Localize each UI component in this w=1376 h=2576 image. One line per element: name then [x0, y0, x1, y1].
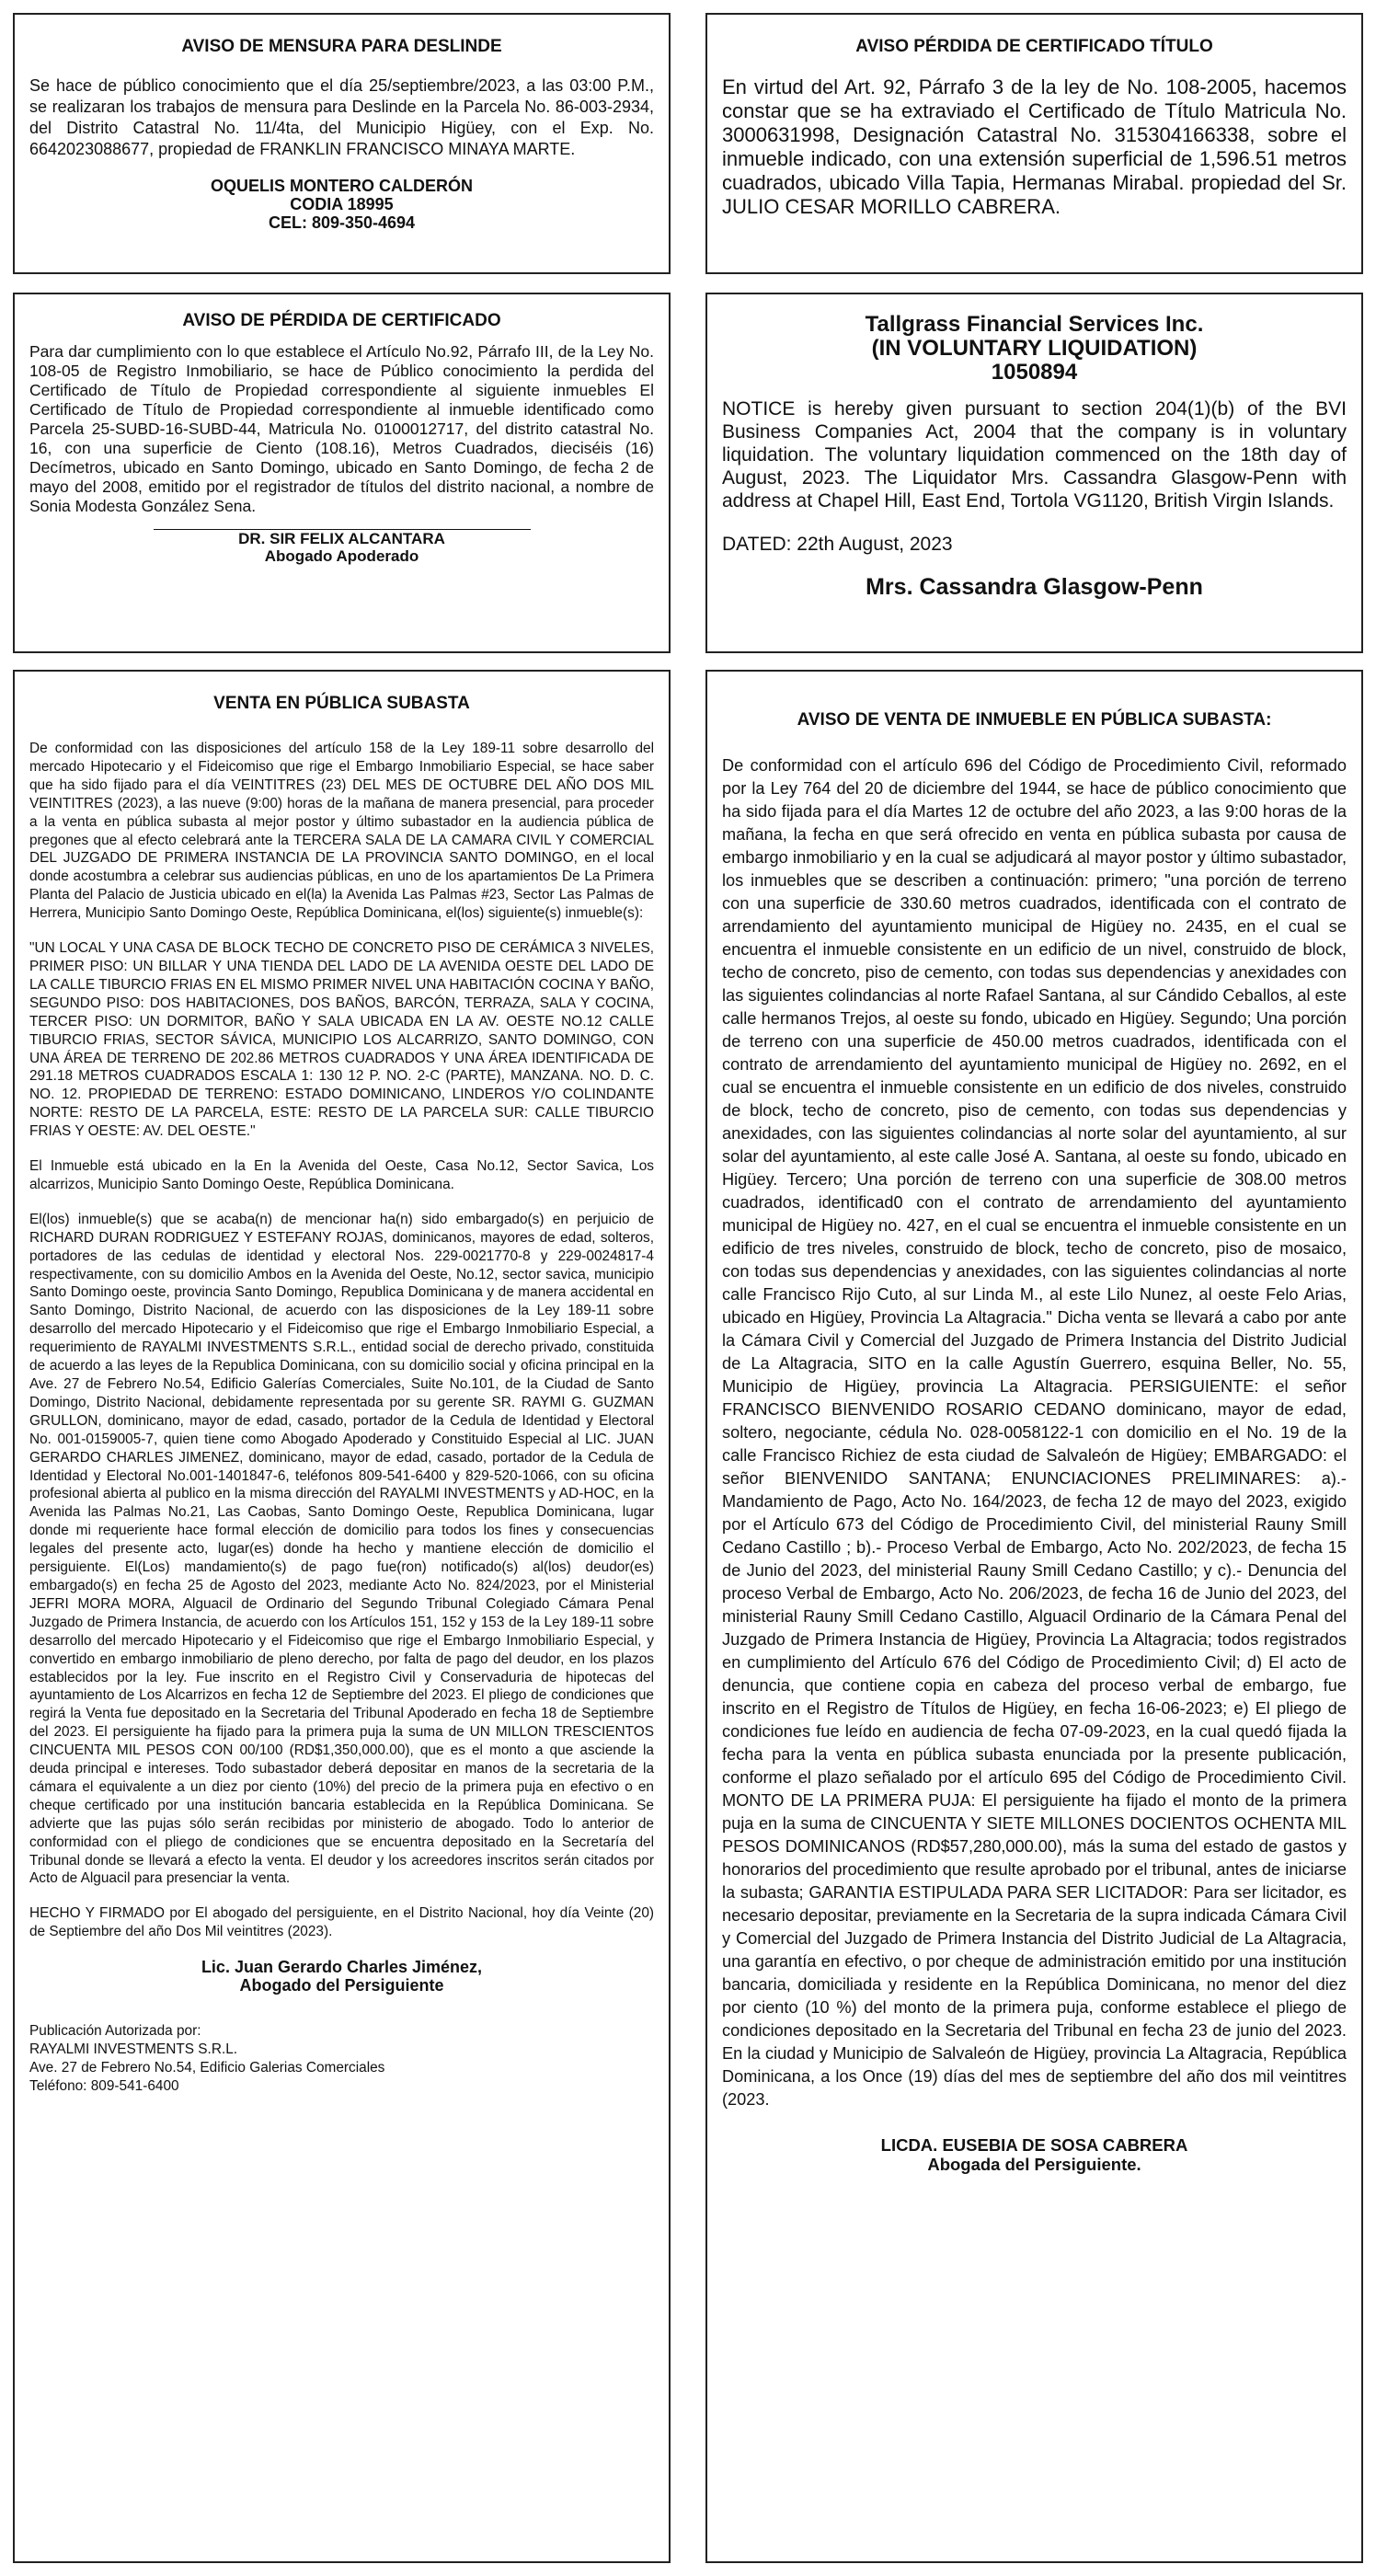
notice-body: En virtud del Art. 92, Párrafo 3 de la ley de No. 108-2005, hacemos constar que se ha extraviado el Certificado de Título Matricula No. 3000631998, Designación Catastral No. 315304166338, sobre el inmueble indicado, con una extensión superficial de 1,596.51 metros cuadrados, ubicado Villa Tapia, Hermanas Mirabal. propiedad del Sr. JULIO CESAR MORILLO CABRERA. — [722, 75, 1347, 218]
notice-body: Se hace de público conocimiento que el día 25/septiembre/2023, a las 03:00 P.M., se realizaran los trabajos de mensura para Deslinde en la Parcela No. 86-003-2934, del Distrito Catastral No. 11/4ta, del Municipio Higüey, con el Exp. No. 6642023088677, propiedad de FRANKLIN FRANCISCO MINAYA MARTE. — [29, 76, 654, 158]
publication-company: RAYALMI INVESTMENTS S.R.L. — [29, 2041, 238, 2058]
notice-aviso-venta-inmueble — [705, 670, 1363, 2563]
signature-name: LICDA. EUSEBIA DE SOSA CABRERA — [880, 2135, 1188, 2155]
signature-name: Lic. Juan Gerardo Charles Jiménez, — [201, 1958, 483, 1977]
notice-signature — [29, 530, 654, 565]
signature-role: Abogada del Persiguiente. — [927, 2155, 1141, 2174]
notice-paragraph: El(los) inmueble(s) que se acaba(n) de mencionar ha(n) sido embargado(s) en perjuicio de RICHARD DURAN RODRIGUEZ Y ESTEFANY ROJAS, dominicanos, mayores de edad, solteros, portadores de las cedulas de identidad y electoral Nos. 229-0021770-8 y 229-0024817-4 respectivamente, con su domicilio Ambos en la Avenida del Oeste, No.12, sector savica, municipio Santo Domingo oeste, provincia Santo Domingo, Republica Dominicana y de manera accidental en Santo Domingo, Distrito Nacional, de acuerdo con las disposiciones de la Ley 189-11 sobre desarrollo del mercado Hipotecario y el Fideicomiso que rige el Embargo Inmobiliario Especial, a requerimiento de RAYALMI INVESTMENTS S.R.L., entidad social de derecho privado, constituida de acuerdo a las leyes de la Republica Dominicana, con su domicilio social y oficina principal en la Ave. 27 de Febrero No.54, Edificio Galerías Comerciales, Suite No.101, de la Ciudad de Santo Domingo, Distrito Nacional, debidamente representada por su gerente SR. RAYMI G. GUZMAN GRULLON, dominicano, mayor de edad, casado, portador de la Cedula de Identidad y Electoral No. 001-0159005-7, quien tiene como Abogado Apoderado y Constituido Especial al LIC. JUAN GERARDO CHARLES JIMENEZ, dominicano, mayor de edad, casado, portador de la Cedula de Identidad y Electoral No.001-1401847-6, teléfonos 809-541-6400 y 829-520-1066, con su oficina profesional abierta al publico en la misma dirección del RAYALMI INVESTMENTS y AD-HOC, en la Avenida las Palmas No.21, Las Caobas, Santo Domingo Oeste, Republica Dominicana, lugar donde mi requeriente hace formal elección de domicilio para todos los fines y consecuencias legales del presente acto, lugar(es) donde ha hecho y mantiene elección de domicilio el persiguiente. El(Los) mandamiento(s) de pago fue(ron) notificado(s) al(los) deudor(es) embargado(s) en fecha 25 de Agosto del 2023, mediante Acto No. 824/2023, por el Ministerial JEFRI MORA MORA, Alguacil de Ordinario del Segundo Tribunal Colegiado Cámara Penal Juzgado de Primera Instancia, de acuerdo con los Artículos 151, 152 y 153 de la Ley 189-11 sobre desarrollo del mercado Hipotecario y el Fideicomiso que rige el Embargo Inmobiliario Especial, y convertido en embargo inmobiliario de pleno derecho, por falta de pago del deudor, en los plazos establecidos por la ley. Fue inscrito en el Registro Civil y Conservaduria de hipotecas del ayuntamiento de Los Alcarrizos en fecha 12 de Septiembre del 2023. El pliego de condiciones que regirá la Venta fue depositado en la Secretaria del Tribunal Apoderado en fecha 18 de Septiembre del 2023. El persiguiente ha fijado para la primera puja la suma de UN MILLON TRESCIENTOS CINCUENTA MIL PESOS CON 00/100 (RD$1,350,000.00), que es el monto a que asciende la deuda principal e intereses. Todo subastador deberá depositar en manos de la secretaria de la cámara el equivalente a un diez por ciento (10%) del precio de la primera puja en efectivo o en cheque certificado por una institución bancaria establecida en la República Dominicana. Se advierte que las pujas sólo serán recibidas por ministerio de abogado. Todo lo anterior de conformidad con el pliego de condiciones que se encuentra depositado en la Secretaría del Tribunal donde se llevará a efecto la venta. El deudor y los acreedores inscritos serán citados por Acto de Alguacil para presenciar la venta. — [29, 1211, 654, 1887]
notice-title: VENTA EN PÚBLICA SUBASTA — [213, 694, 470, 713]
notice-title — [722, 313, 1347, 385]
signature-codia: CODIA 18995 — [290, 195, 394, 213]
notice-aviso-perdida-titulo — [705, 13, 1363, 274]
notice-title: AVISO DE MENSURA PARA DESLINDE — [181, 37, 502, 56]
liquidation-status: (IN VOLUNTARY LIQUIDATION) — [871, 336, 1198, 361]
notice-signature — [722, 2135, 1347, 2174]
notice-paragraph: HECHO Y FIRMADO por El abogado del persiguiente, en el Distrito Nacional, hoy día Veinte (20) de Septiembre del año Dos Mil veintitres (2023). — [29, 1905, 654, 1940]
notice-signature — [29, 1958, 654, 1995]
notice-paragraph: El Inmueble está ubicado en la En la Avenida del Oeste, Casa No.12, Sector Savica, Los alcarrizos, Municipio Santo Domingo Oeste, República Dominicana. — [29, 1158, 654, 1192]
notice-signature — [29, 177, 654, 232]
notice-aviso-perdida-certificado — [13, 293, 671, 653]
signature-phone: CEL: 809-350-4694 — [268, 213, 416, 232]
publication-phone: Teléfono: 809-541-6400 — [29, 2078, 179, 2095]
signature-name: DR. SIR FELIX ALCANTARA — [238, 530, 445, 547]
signature-role: Abogado del Persiguiente — [239, 1976, 444, 1995]
notice-date: DATED: 22th August, 2023 — [722, 534, 953, 555]
signature-role: Abogado Apoderado — [264, 547, 419, 565]
company-number: 1050894 — [991, 360, 1078, 385]
publication-address: Ave. 27 de Febrero No.54, Edificio Galerias Comerciales — [29, 2060, 385, 2076]
notice-aviso-mensura — [13, 13, 671, 274]
notice-venta-subasta — [13, 670, 671, 2563]
notice-paragraph: De conformidad con las disposiciones del artículo 158 de la Ley 189-11 sobre desarrollo del mercado Hipotecario y el Fideicomiso que rige el Embargo Inmobiliario Especial, se hace saber que ha sido fijado para el día VEINTITRES (23) DEL MES DE OCTUBRE DEL AÑO DOS MIL VEINTITRES (2023), a las nueve (9:00) horas de la mañana de manera presencial, para proceder a la venta en pública subasta al mejor postor y último subastador en la audiencia pública de pregones que al efecto celebrará ante la TERCERA SALA DE LA CAMARA CIVIL Y COMERCIAL DEL JUZGADO DE PRIMERA INSTANCIA DE LA PROVINCIA SANTO DOMINGO, en el local donde acostumbra a celebrar sus audiencias públicas, en uno de los apartamientos De La Primera Planta del Palacio de Justicia ubicado en el(la) la Avenida Las Palmas #23, Sector Las Palmas de Herrera, Municipio Santo Domingo Oeste, República Dominicana, el(los) siguiente(s) inmueble(s): — [29, 741, 654, 922]
notice-body: Para dar cumplimiento con lo que establece el Artículo No.92, Párrafo III, de la Ley No. 108-05 de Registro Inmobiliario, se hace de Público conocimiento la perdida del Certificado de Título de Propiedad correspondiente al siguiente inmuebles El Certificado de Título de Propiedad correspondiente al inmueble identificado como Parcela 25-SUBD-16-SUBD-44, Matricula No. 0100012717, del distrito catastral No. 16, con una superficie de Ciento (108.16), Metros Cuadrados, dieciséis (16) Decímetros, ubicado en Santo Domingo, ubicado en Santo Domingo, de fecha 2 de mayo del 2008, emitido por el registrador de títulos del distrito nacional, a nombre de Sonia Modesta González Sena. — [29, 342, 654, 515]
notice-title: AVISO DE VENTA DE INMUEBLE EN PÚBLICA SUBASTA: — [797, 710, 1272, 730]
notice-paragraph: "UN LOCAL Y UNA CASA DE BLOCK TECHO DE CONCRETO PISO DE CERÁMICA 3 NIVELES, PRIMER PISO: UN BILLAR Y UNA TIENDA DEL LADO DE LA AVENIDA OESTE DEL LADO DE LA CALLE TIBURCIO FRIAS EN EL MISMO PRIMER NIVEL UNA HABITACIÓN COCINA Y BAÑO, SEGUNDO PISO: DOS HABITACIONES, DOS BAÑOS, BARCÓN, TERRAZA, SALA Y COCINA, TERCER PISO: UN DORMITOR, BAÑO Y SALA UBICADA EN LA AV. OESTE NO.12 CALLE TIBURCIO FRIAS, SECTOR SÁVICA, MUNICIPIO LOS ALCARRIZO, SANTO DOMINGO, CON UNA ÁREA DE TERRENO DE 202.86 METROS CUADRADOS Y UNA ÁREA IDENTIFICADA DE 291.18 METROS CUADRADOS ESCALA 1: 130 12 P. NO. 2-C (PARTE), MANZANA. NO. D. C. NO. 12. PROPIEDAD DE TERRENO: ESTADO DOMINICANO, LINDEROS Y/O COLINDANTE NORTE: RESTO DE LA PARCELA, ESTE: RESTO DE LA PARCELA SUR: CALLE TIBURCIO FRIAS Y OESTE: AV. DEL OESTE." — [29, 940, 654, 1140]
signature-name: OQUELIS MONTERO CALDERÓN — [210, 177, 473, 195]
company-name: Tallgrass Financial Services Inc. — [865, 312, 1204, 337]
notice-body: De conformidad con el artículo 696 del Código de Procedimiento Civil, reformado por la Ley 764 del 20 de diciembre del 1944, se hace de público conocimiento que ha sido fijada para el día Martes 12 de octubre del año 2023, a las 9:00 horas de la mañana, la fecha en que será ofrecido en venta en pública subasta por causa de embargo inmobiliario y en la cual se adjudicará al mayor postor y último subastador, los inmuebles que se describen a continuación: primero; "una porción de terreno con una superficie de 330.60 metros cuadrados, identificada con el contrato de arrendamiento del ayuntamiento municipal de Higüey no. 2435, en el cual se encuentra el inmueble consistente en un edificio de un nivel, construido de block, techo de concreto, piso de cemento, con todas sus dependencias y anexidades con las siguientes colindancias al norte Rafael Santana, al sur Cándido Ceballos, al este calle hermanos Trejos, al oeste su fondo, ubicado en Higüey. Segundo; Una porción de terreno con una superficie de 450.00 metros cuadrados, identificada con el contrato de arrendamiento del ayuntamiento municipal de Higüey no. 2692, en el cual se encuentra el inmueble consistente en un edificio de dos niveles, construido de block, techo de concreto, piso de cemento, con todas sus dependencias y anexidades, con las siguientes colindancias al norte solar del ayuntamiento, al sur solar del ayuntamiento, al este calle José A. Santana, al oeste su fondo, ubicado en Higüey. Tercero; Una porción de terreno con una superficie de 308.00 metros cuadrados, identificad0 con el contrato de arrendamiento del ayuntamiento municipal de Higüey no. 427, en el cual se encuentra el inmueble consistente en un edificio de tres niveles, construido de block, techo de concreto, piso de mosaico, con todas sus dependencias y anexidades, con las siguientes colindancias al norte calle Francisco Rijo Cuto, al sur Linda M., al este Lilo Nunez, al oeste Felo Arias, ubicado en Higüey, Provincia La Altagracia." Dicha venta se llevará a cabo por ante la Cámara Civil y Comercial del Juzgado de Primera Instancia del Distrito Judicial de La Altagracia, SITO en la calle Agustín Guerrero, esquina Beller, No. 55, Municipio de Higüey, provincia La Altagracia. PERSIGUIENTE: el señor FRANCISCO BIENVENIDO ROSARIO CEDANO dominicano, mayor de edad, soltero, negociante, cédula No. 028-0058122-1 con domicilio en el No. 19 de la calle Francisco Richiez de esta ciudad de Salvaleón de Higüey; EMBARGADO: el señor BIENVENIDO SANTANA; ENUNCIACIONES PRELIMINARES: a).- Mandamiento de Pago, Acto No. 164/2023, de fecha 12 de mayo del 2023, exigido por el Artículo 673 del Código de Procedimiento Civil, del ministerial Rauny Smill Cedano Castillo ; b).- Proceso Verbal de Embargo, Acto No. 202/2023, de fecha 15 de Junio del 2023, del ministerial Rauny Smill Cedano Castillo; y c).- Denuncia del proceso Verbal de Embargo, Acto No. 206/2023, de fecha 16 de Junio del 2023, del ministerial Rauny Smill Cedano Castillo, Alguacil Ordinario de la Cámara Penal del Juzgado de Primera Instancia de Higüey, Provincia La Altagracia; todos registrados en cumplimiento del Artículo 676 del Código de Procedimiento Civil; d) El acto de denuncia, que contiene copia en cabeza del proceso verbal de embargo, fue inscrito en el Registro de Títulos de Higüey, en fecha 16-06-2023; e) El pliego de condiciones fue leído en audiencia de fecha 07-09-2023, en la cual quedó fijada la fecha para la venta en pública subasta enunciada por la presente publicación, conforme el plazo señalado por el artículo 695 del Código de Procedimiento Civil. MONTO DE LA PRIMERA PUJA: El persiguiente ha fijado el monto de la primera puja en la suma de CINCUENTA Y SIETE MILLONES DOCIENTOS OCHENTA MIL PESOS DOMINICANOS (RD$57,280,000.00), más la suma del estado de gastos y honorarios del procedimiento que resulte aprobado por el tribunal, antes de iniciarse la subasta; GARANTIA ESTIPULADA PARA SER LICITADOR: Para ser licitador, es necesario depositar, previamente en la Secretaria de la supra indicada Cámara Civil y Comercial del Juzgado de Primera Instancia del Distrito Judicial de La Altagracia, una garantía en efectivo, o por cheque de administración emitido por una institución bancaria, domiciliada y residente en la República Dominicana, no menor del diez por ciento (10 %) del monto de la primera puja, conforme establece el pliego de condiciones depositado en la Secretaria del Tribunal en fecha 23 de junio del 2023. En la ciudad y Municipio de Salvaleón de Higüey, provincia La Altagracia, República Dominicana, a los Once (19) días del mes de septiembre del año dos mil veintitres (2023. — [722, 756, 1347, 2109]
notice-signature: Mrs. Cassandra Glasgow-Penn — [866, 574, 1203, 600]
notice-title: AVISO DE PÉRDIDA DE CERTIFICADO — [182, 311, 501, 330]
notice-title: AVISO PÉRDIDA DE CERTIFICADO TÍTULO — [855, 37, 1213, 56]
publication-label: Publicación Autorizada por: — [29, 2023, 201, 2040]
notice-tallgrass — [705, 293, 1363, 653]
notice-body: NOTICE is hereby given pursuant to section 204(1)(b) of the BVI Business Companies Act, 2004 that the company is in voluntary liquidation. The voluntary liquidation commenced on the 18th day of August, 2023. The Liquidator Mrs. Cassandra Glasgow-Penn with address at Chapel Hill, East End, Tortola VG1120, British Virgin Islands. — [722, 398, 1347, 512]
publication-info — [29, 2022, 654, 2096]
